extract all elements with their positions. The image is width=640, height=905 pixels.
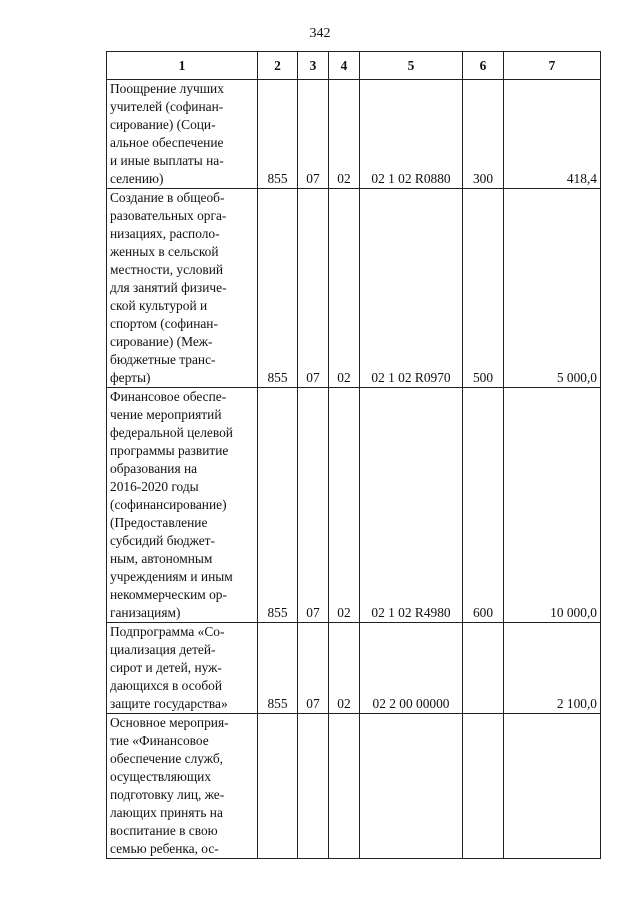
cell-ministry-code: 855	[258, 388, 298, 623]
cell-ministry-code: 855	[258, 189, 298, 388]
cell-subsection-code: 02	[329, 80, 360, 189]
description-line: некоммерческим ор-	[110, 587, 227, 602]
description-line: чение мероприятий	[110, 407, 222, 422]
cell-amount: 5 000,0	[504, 189, 601, 388]
cell-amount: 10 000,0	[504, 388, 601, 623]
cell-expense-type: 600	[463, 388, 504, 623]
description-line: защите государства»	[110, 696, 228, 711]
cell-ministry-code: 855	[258, 623, 298, 714]
description-line: ганизациям)	[110, 605, 181, 620]
description-line: образования на	[110, 461, 198, 476]
column-header: 1	[107, 52, 258, 80]
description-line: альное обеспечение	[110, 135, 224, 150]
cell-subsection-code: 02	[329, 189, 360, 388]
cell-section-code: 07	[298, 189, 329, 388]
description-line: для занятий физиче-	[110, 280, 227, 295]
page-number: 342	[309, 26, 331, 41]
column-header: 3	[298, 52, 329, 80]
description-line: тие «Финансовое	[110, 733, 209, 748]
cell-section-code: 07	[298, 388, 329, 623]
description-line: селению)	[110, 171, 164, 186]
description-line: учреждениям и иным	[110, 569, 233, 584]
cell-ministry-code	[258, 714, 298, 859]
description-line: осуществляющих	[110, 769, 212, 784]
description-line: Подпрограмма «Со-	[110, 624, 225, 639]
cell-target-article: 02 2 00 00000	[360, 623, 463, 714]
cell-section-code: 07	[298, 623, 329, 714]
cell-section-code	[298, 714, 329, 859]
cell-amount	[504, 714, 601, 859]
description-line: циализация детей-	[110, 642, 216, 657]
cell-target-article: 02 1 02 R0880	[360, 80, 463, 189]
description-line: Основное мероприя-	[110, 715, 229, 730]
description-line: и иные выплаты на-	[110, 153, 224, 168]
table-row	[107, 388, 601, 623]
description-line: учителей (софинан-	[110, 99, 224, 114]
description-line: (софинансирование)	[110, 497, 227, 512]
row-description	[107, 388, 258, 623]
cell-expense-type: 500	[463, 189, 504, 388]
row-description	[107, 189, 258, 388]
description-line: ской культурой и	[110, 298, 208, 313]
row-description	[107, 80, 258, 189]
description-line: разовательных орга-	[110, 208, 227, 223]
description-line: Финансовое обеспе-	[110, 389, 227, 404]
cell-target-article: 02 1 02 R0970	[360, 189, 463, 388]
table-row	[107, 623, 601, 714]
cell-subsection-code: 02	[329, 388, 360, 623]
description-line: воспитание в свою	[110, 823, 218, 838]
cell-section-code: 07	[298, 80, 329, 189]
description-line: субсидий бюджет-	[110, 533, 215, 548]
description-line: ным, автономным	[110, 551, 213, 566]
cell-expense-type: 300	[463, 80, 504, 189]
description-line: бюджетные транс-	[110, 352, 216, 367]
column-header: 7	[504, 52, 601, 80]
cell-amount: 418,4	[504, 80, 601, 189]
row-description	[107, 623, 258, 714]
table-header-row	[107, 52, 601, 80]
description-line: местности, условий	[110, 262, 224, 277]
cell-amount: 2 100,0	[504, 623, 601, 714]
description-line: обеспечение служб,	[110, 751, 224, 766]
description-line: 2016-2020 годы	[110, 479, 199, 494]
description-line: (Предоставление	[110, 515, 208, 530]
row-description	[107, 714, 258, 859]
description-line: спортом (софинан-	[110, 316, 218, 331]
cell-expense-type	[463, 623, 504, 714]
description-line: сирование) (Соци-	[110, 117, 216, 132]
description-line: лающих принять на	[110, 805, 223, 820]
budget-table	[106, 51, 601, 859]
cell-subsection-code	[329, 714, 360, 859]
cell-ministry-code: 855	[258, 80, 298, 189]
column-header: 4	[329, 52, 360, 80]
description-line: женных в сельской	[110, 244, 219, 259]
cell-target-article	[360, 714, 463, 859]
description-line: семью ребенка, ос-	[110, 841, 219, 856]
description-line: сирот и детей, нуж-	[110, 660, 222, 675]
column-header: 5	[360, 52, 463, 80]
column-header: 2	[258, 52, 298, 80]
description-line: низациях, располо-	[110, 226, 220, 241]
description-line: Поощрение лучших	[110, 81, 224, 96]
table-row	[107, 189, 601, 388]
table-row	[107, 714, 601, 859]
description-line: ферты)	[110, 370, 151, 385]
description-line: федеральной целевой	[110, 425, 233, 440]
description-line: подготовку лиц, же-	[110, 787, 225, 802]
description-line: программы развитие	[110, 443, 229, 458]
column-header: 6	[463, 52, 504, 80]
cell-subsection-code: 02	[329, 623, 360, 714]
table-row	[107, 80, 601, 189]
cell-expense-type	[463, 714, 504, 859]
description-line: дающихся в особой	[110, 678, 223, 693]
description-line: сирование) (Меж-	[110, 334, 213, 349]
cell-target-article: 02 1 02 R4980	[360, 388, 463, 623]
description-line: Создание в общеоб-	[110, 190, 225, 205]
